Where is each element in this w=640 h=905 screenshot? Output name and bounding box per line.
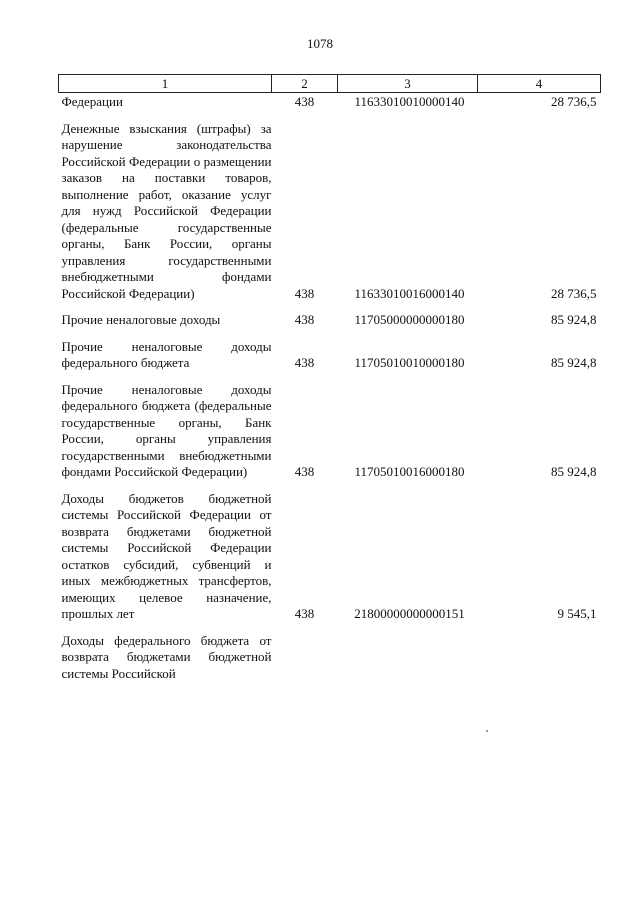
page-number: 1078	[307, 36, 333, 51]
row-kbk: 21800000000000151	[354, 606, 465, 621]
row-code: 438	[294, 355, 315, 370]
row-name: Доходы бюджетов бюджетной системы Российской Федерации от возврата бюджетами бюджетной системы Российской Федерации остатков субсидий, субвенций и иных межбюджетных трансфертов, имеющих целевое назначение, прошлых лет	[61, 490, 272, 621]
table-body	[59, 93, 601, 683]
row-kbk: 11705010016000180	[354, 464, 465, 479]
row-kbk	[338, 623, 478, 683]
table-row	[59, 302, 601, 329]
budget-table	[58, 74, 601, 682]
row-name: Прочие неналоговые доходы	[61, 312, 221, 327]
header-col-3: 3	[338, 75, 478, 93]
table-row	[59, 111, 601, 303]
row-code: 438	[294, 94, 315, 109]
row-name: Прочие неналоговые доходы федерального бюджета	[61, 338, 272, 370]
row-name: Доходы федерального бюджета от возврата бюджетами бюджетной системы Российской	[61, 632, 272, 681]
row-sum	[478, 623, 601, 683]
header-col-1: 1	[59, 75, 272, 93]
row-kbk: 11633010010000140	[354, 94, 465, 109]
table-row	[59, 372, 601, 481]
row-kbk: 11705010010000180	[354, 355, 465, 370]
row-code	[272, 623, 338, 683]
row-name: Федерации	[61, 94, 123, 109]
table-header	[59, 75, 601, 93]
row-sum: 9 545,1	[557, 606, 597, 621]
table-row	[59, 329, 601, 372]
row-sum: 28 736,5	[551, 285, 597, 301]
row-name: Прочие неналоговые доходы федерального бюджета (федеральные государственные органы, Банк России, органы управления государственными внебюджетными фондами Российской Федерации)	[61, 381, 272, 479]
header-row	[59, 75, 601, 93]
header-col-2: 2	[272, 75, 338, 93]
table-row	[59, 623, 601, 683]
row-sum: 85 924,8	[551, 355, 597, 370]
row-code: 438	[294, 285, 315, 301]
header-col-4: 4	[478, 75, 601, 93]
row-code: 438	[294, 606, 315, 621]
row-sum: 85 924,8	[551, 464, 597, 479]
table-row	[59, 481, 601, 623]
row-kbk: 11705000000000180	[354, 312, 465, 327]
row-name: Денежные взыскания (штрафы) за нарушение законодательства Российской Федерации о размещении заказов на поставки товаров, выполнение работ, оказание услуг для нужд Российской Федерации (федеральные государственные органы, Банк России, органы управления государственными внебюджетными фондами Российской Федерации)	[61, 120, 272, 301]
scan-speck	[486, 730, 488, 732]
row-kbk: 11633010016000140	[354, 285, 465, 301]
row-sum: 28 736,5	[551, 94, 597, 109]
row-code: 438	[294, 464, 315, 479]
row-code: 438	[294, 312, 315, 327]
table-row	[59, 93, 601, 111]
row-sum: 85 924,8	[551, 312, 597, 327]
